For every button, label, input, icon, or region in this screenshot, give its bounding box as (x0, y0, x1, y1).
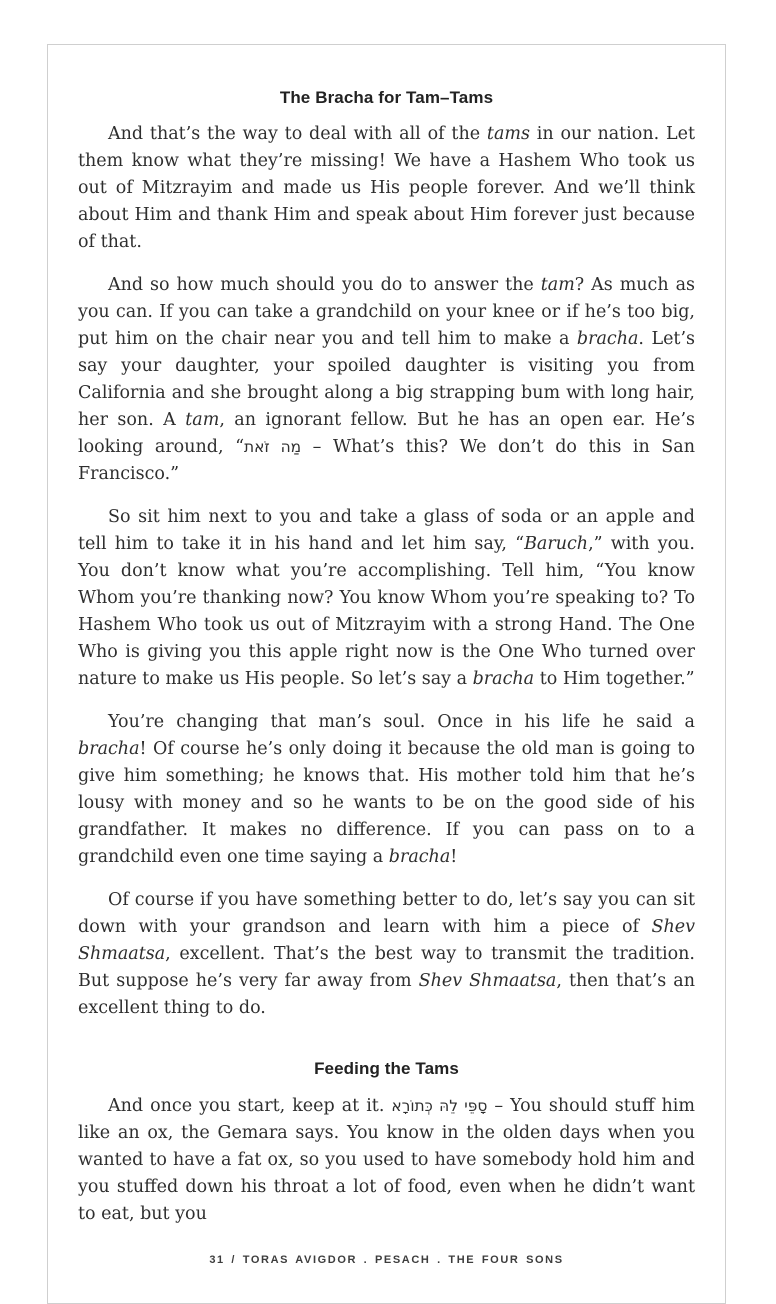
text-run: ? As much as you can. If you can take a grandchild on your knee or if he’s too big, put him on the chair near you and tell him to make a (78, 275, 695, 350)
text-run: . Let’s say your daughter, your spoiled daughter is visiting you from California and she brought along a big strapping bum with long hair, her son. A (78, 329, 695, 431)
page-content (48, 45, 725, 1266)
text-run: You’re changing that man’s soul. Once in his life he said a (108, 712, 695, 733)
text-run: And that’s the way to deal with all of the (108, 124, 487, 145)
paragraph (78, 1093, 695, 1228)
paragraph (78, 121, 695, 256)
italic-term: bracha (388, 847, 451, 868)
text-run: ! (450, 847, 458, 868)
paragraph (78, 887, 695, 1022)
book-page (47, 44, 726, 1304)
italic-term: tam (540, 275, 575, 296)
text-run: ,” with you. You don’t know what you’re accomplishing. Tell him, “You know Whom you’re thanking now? You know Whom you’re speaking to? To Hashem Who took us out of Mitzrayim with a strong Hand. The One Who is giving you this apple right now is the One Who turned over nature to make us His people. So let’s say a (78, 534, 695, 690)
text-run: in our nation. Let them know what they’re missing! We have a Hashem Who took us out of Mitzrayim and made us His people forever. And we’ll think about Him and thank Him and speak about Him forever just because of that. (78, 124, 695, 253)
italic-term: Shev Shmaatsa (418, 971, 557, 992)
italic-term: Shev Shmaatsa (78, 917, 695, 965)
hebrew-phrase: סָפֵּי לֵהּ כְּתוֹרָא (391, 1096, 488, 1115)
text-run: So sit him next to you and take a glass of soda or an apple and tell him to take it in his hand and let him say, “ (78, 507, 695, 555)
text-run: Of course if you have something better to do, let’s say you can sit down with your grandson and learn with him a piece of (78, 890, 695, 938)
text-run: to Him together.” (534, 669, 695, 690)
section-heading-feeding-the-tams: Feeding the Tams (314, 1059, 459, 1079)
page-footer: 31 / TORAS AVIGDOR . PESACH . THE FOUR SONS (209, 1253, 564, 1266)
text-run: – What’s this? We don’t do this in San Francisco.” (78, 437, 695, 485)
paragraph (78, 709, 695, 871)
hebrew-phrase: מַה זֹאת (244, 438, 302, 457)
text-run: And once you start, keep at it. (108, 1095, 392, 1116)
paragraph (78, 504, 695, 693)
paragraph (78, 272, 695, 488)
italic-term: tams (486, 124, 530, 145)
text-run: And so how much should you do to answer the (108, 275, 541, 296)
italic-term: tam (185, 410, 220, 431)
text-run: ! Of course he’s only doing it because the old man is going to give him something; he knows that. His mother told him that he’s lousy with money and so he wants to be on the good side of his grandfather. It makes no difference. If you can pass on to a grandchild even one time saying a (78, 739, 695, 868)
italic-term: bracha (472, 669, 535, 690)
italic-term: bracha (78, 739, 140, 760)
text-run: , excellent. That’s the best way to transmit the tradition. But suppose he’s very far away from (78, 944, 695, 992)
text-run: , an ignorant fellow. But he has an open ear. He’s looking around, “ (78, 410, 696, 458)
text-run: , then that’s an excellent thing to do. (78, 971, 695, 1019)
italic-term: bracha (576, 329, 639, 350)
section-heading-bracha-for-tam-tams: The Bracha for Tam–Tams (279, 88, 494, 107)
italic-term: Baruch (524, 534, 589, 555)
text-run: – You should stuff him like an ox, the Gemara says. You know in the olden days when you wanted to have a fat ox, so you used to have somebody hold him and you stuffed down his throat a lot of food, even when he didn’t want to eat, but you (78, 1095, 695, 1224)
